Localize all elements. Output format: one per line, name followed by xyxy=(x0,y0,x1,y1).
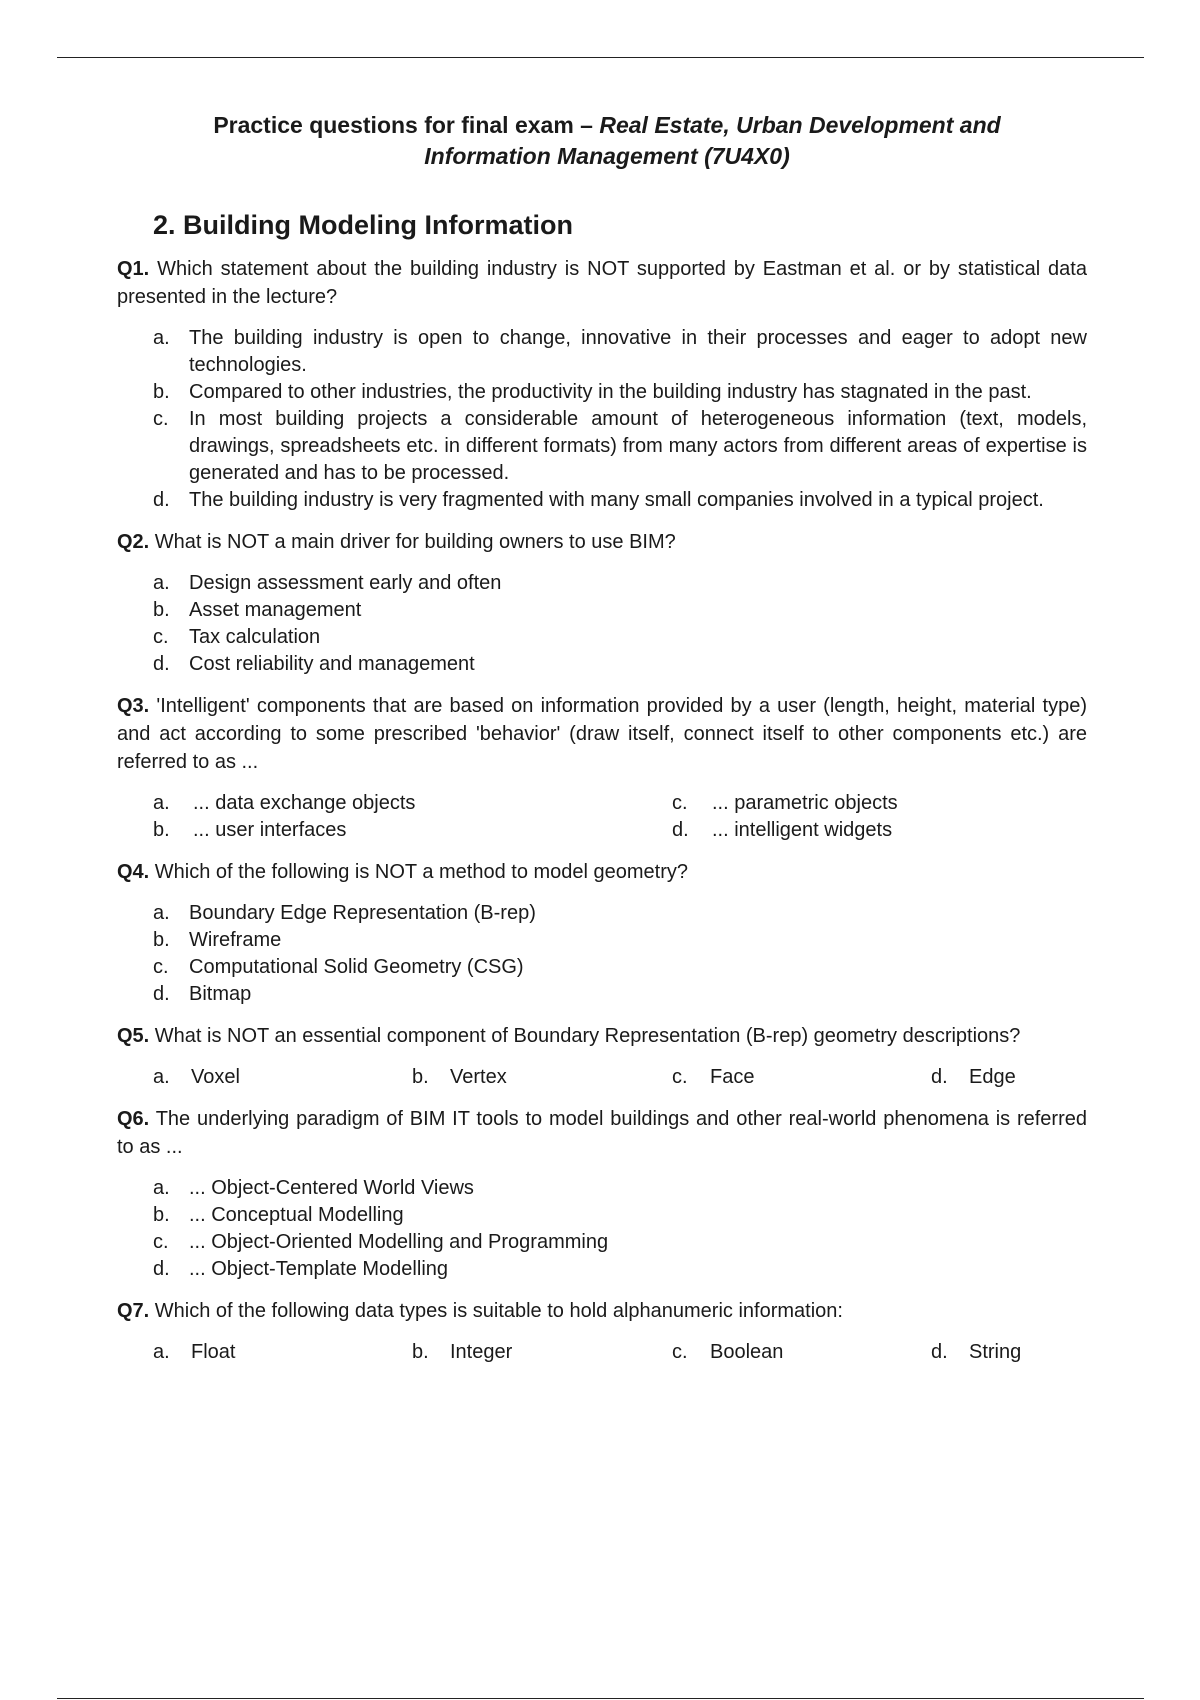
options-q2 xyxy=(153,570,1087,678)
question-text: What is NOT a main driver for building owners to use BIM? xyxy=(149,531,676,553)
question-text: Which of the following data types is suitable to hold alphanumeric information: xyxy=(149,1300,843,1322)
document-page xyxy=(117,110,1087,1380)
option-q7-b: b. Integer xyxy=(412,1341,513,1363)
bottom-rule xyxy=(57,1698,1144,1699)
option-q2-d: d. Cost reliability and management xyxy=(153,653,475,675)
option-q2-c: c. Tax calculation xyxy=(153,626,321,648)
options-q7 xyxy=(153,1339,1087,1366)
option-q4-b: b. Wireframe xyxy=(153,929,282,951)
options-q4 xyxy=(153,900,1087,1008)
question-q4 xyxy=(117,858,1087,886)
question-q6 xyxy=(117,1105,1087,1161)
question-q2 xyxy=(117,528,1087,556)
question-text: 'Intelligent' components that are based on information provided by a user (length, height, material type) and act according to some prescribed 'behavior' (draw itself, connect itself to other components etc.) are referred to as ... xyxy=(117,695,1087,773)
options-q1 xyxy=(153,325,1087,514)
option-q2-a: a. Design assessment early and often xyxy=(153,572,502,594)
option-q5-a: a. Voxel xyxy=(153,1066,240,1088)
option-q1-b: b. Compared to other industries, the productivity in the building industry has stagnated in the past. xyxy=(153,381,1032,403)
question-q5 xyxy=(117,1022,1087,1050)
option-q6-b: b. ... Conceptual Modelling xyxy=(153,1204,404,1226)
question-text: Which statement about the building industry is NOT supported by Eastman et al. or by statistical data presented in the lecture? xyxy=(117,258,1087,308)
option-q4-c: c. Computational Solid Geometry (CSG) xyxy=(153,956,524,978)
option-q3-a: a. ... data exchange objects xyxy=(153,792,416,814)
question-q3 xyxy=(117,692,1087,776)
question-number: Q5. xyxy=(117,1025,150,1047)
question-text: What is NOT an essential component of Boundary Representation (B-rep) geometry descriptions? xyxy=(149,1025,1021,1047)
options-q6 xyxy=(153,1175,1087,1283)
document-title xyxy=(127,110,1087,172)
option-q5-c: c. Face xyxy=(672,1066,755,1088)
question-q1 xyxy=(117,255,1087,311)
option-q1-d: d. The building industry is very fragmented with many small companies involved in a typical project. xyxy=(153,489,1044,511)
option-q4-d: d. Bitmap xyxy=(153,983,252,1005)
option-q5-d: d. Edge xyxy=(931,1066,1016,1088)
option-q3-b: b. ... user interfaces xyxy=(153,819,347,841)
question-number: Q1. xyxy=(117,258,150,280)
option-q6-c: c. ... Object-Oriented Modelling and Programming xyxy=(153,1231,609,1253)
question-number: Q7. xyxy=(117,1300,150,1322)
option-q7-d: d. String xyxy=(931,1341,1022,1363)
question-number: Q3. xyxy=(117,695,150,717)
option-q7-c: c. Boolean xyxy=(672,1341,784,1363)
option-q7-a: a. Float xyxy=(153,1341,236,1363)
options-q3 xyxy=(153,790,1087,844)
title-course-line1: Real Estate, Urban Development and xyxy=(599,112,1001,138)
option-q6-d: d. ... Object-Template Modelling xyxy=(153,1258,449,1280)
option-q5-b: b. Vertex xyxy=(412,1066,507,1088)
section-heading: 2. Building Modeling Information xyxy=(153,210,573,240)
option-q3-c: c. ... parametric objects xyxy=(672,792,898,814)
question-text: The underlying paradigm of BIM IT tools to model buildings and other real-world phenomena is referred to as ... xyxy=(117,1108,1087,1158)
option-q3-d: d. ... intelligent widgets xyxy=(672,819,893,841)
options-q5 xyxy=(153,1064,1087,1091)
question-q7 xyxy=(117,1297,1087,1325)
option-q2-b: b. Asset management xyxy=(153,599,362,621)
option-q1-a: a. The building industry is open to change, innovative in their processes and eager to adopt new technologies. xyxy=(153,327,1087,376)
option-q4-a: a. Boundary Edge Representation (B-rep) xyxy=(153,902,536,924)
title-prefix: Practice questions for final exam – xyxy=(213,112,600,138)
question-number: Q4. xyxy=(117,861,150,883)
option-q6-a: a. ... Object-Centered World Views xyxy=(153,1177,474,1199)
option-q1-c: c. In most building projects a considerable amount of heterogeneous information (text, models, drawings, spreadsheets etc. in different formats) from many actors from different areas of expertise is generated and has to be processed. xyxy=(153,408,1087,484)
title-course-line2: Information Management (7U4X0) xyxy=(424,143,790,169)
top-rule xyxy=(57,57,1144,58)
question-text: Which of the following is NOT a method to model geometry? xyxy=(149,861,689,883)
question-number: Q2. xyxy=(117,531,150,553)
question-number: Q6. xyxy=(117,1108,150,1130)
